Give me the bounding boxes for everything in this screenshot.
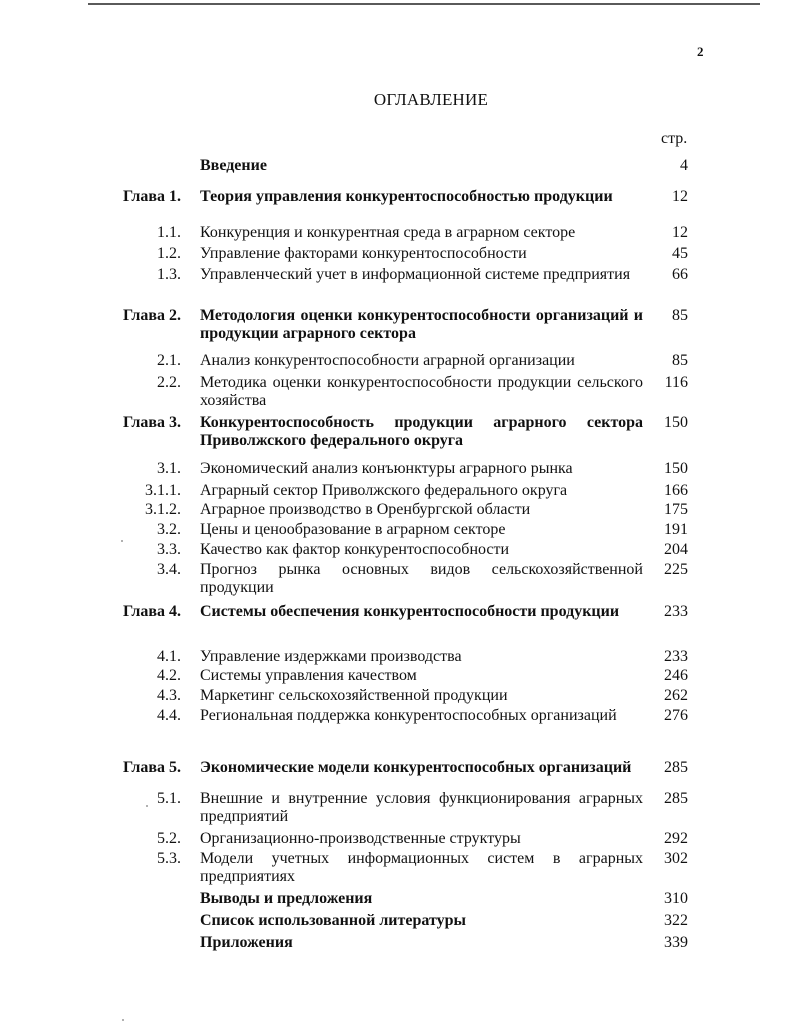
toc-entry-title: Качество как фактор конкурентоспособности — [200, 541, 510, 558]
toc-entry-page: 262 — [664, 687, 688, 704]
toc-entry-page: 85 — [672, 307, 688, 324]
toc-entry-page: 246 — [664, 667, 688, 684]
toc-entry-title: Методика оценки конкурентоспособности продукции сельского хозяйства — [200, 374, 643, 409]
toc-entry-title: Маркетинг сельскохозяйственной продукции — [200, 687, 508, 704]
toc-entry-title: Выводы и предложения — [200, 890, 373, 907]
section-number: 1.1. — [157, 224, 181, 241]
section-number: 3.1.1. — [145, 482, 181, 499]
toc-entry-page: 285 — [664, 759, 688, 776]
toc-entry-page: 233 — [664, 603, 688, 620]
toc-entry-page: 12 — [672, 188, 688, 205]
section-number: 3.2. — [157, 521, 181, 538]
toc-entry-title: Внешние и внутренние условия функционирования аграрных предприятий — [200, 790, 643, 825]
chapter-label: Глава 3. — [123, 414, 181, 431]
toc-entry-title: Список использованной литературы — [200, 912, 466, 929]
toc-entry-title: Приложения — [200, 934, 293, 951]
toc-entry-page: 12 — [672, 224, 688, 241]
toc-entry-page: 4 — [680, 157, 688, 174]
chapter-label: Глава 2. — [123, 307, 181, 324]
toc-entry-title: Управление факторами конкурентоспособности — [200, 245, 527, 262]
toc-entry-page: 166 — [664, 482, 688, 499]
toc-entry-page: 276 — [664, 707, 688, 724]
section-number: 3.1. — [157, 460, 181, 477]
toc-entry-page: 302 — [664, 850, 688, 867]
section-number: 2.1. — [157, 352, 181, 369]
toc-entry-page: 225 — [664, 561, 688, 578]
section-number: 4.3. — [157, 687, 181, 704]
toc-entry-page: 292 — [664, 830, 688, 847]
section-number: 1.3. — [157, 266, 181, 283]
chapter-label: Глава 5. — [123, 759, 181, 776]
section-number: 4.1. — [157, 648, 181, 665]
toc-entry-title: Экономический анализ конъюнктуры аграрного рынка — [200, 460, 573, 477]
toc-entry-title: Аграрный сектор Приволжского федерального округа — [200, 482, 568, 499]
section-number: 2.2. — [157, 374, 181, 391]
toc-entry-title: Аграрное производство в Оренбургской области — [200, 501, 531, 518]
section-number: 5.2. — [157, 830, 181, 847]
toc-entry-page: 310 — [664, 890, 688, 907]
toc-entry-title: Методология оценки конкурентоспособности организаций и продукции аграрного сектора — [200, 307, 643, 342]
toc-entry-title: Управление издержками производства — [200, 648, 462, 665]
toc-entry-title: Цены и ценообразование в аграрном секторе — [200, 521, 506, 538]
toc-entry-page: 66 — [672, 266, 688, 283]
top-rule — [88, 3, 760, 5]
section-number: 4.4. — [157, 707, 181, 724]
section-number: 3.3. — [157, 541, 181, 558]
toc-entry-page: 85 — [672, 352, 688, 369]
toc-entry-page: 322 — [664, 912, 688, 929]
chapter-label: Глава 1. — [123, 188, 181, 205]
toc-entry-title: Анализ конкурентоспособности аграрной организации — [200, 352, 575, 369]
toc-entry-title: Региональная поддержка конкурентоспособных организаций — [200, 707, 617, 724]
toc-entry-title: Экономические модели конкурентоспособных организаций — [200, 759, 632, 776]
section-number: 1.2. — [157, 245, 181, 262]
scan-speck — [122, 1019, 124, 1021]
toc-entry-title: Конкурентоспособность продукции аграрного сектора Приволжского федерального округа — [200, 414, 643, 449]
toc-entry-page: 285 — [664, 790, 688, 807]
toc-entry-page: 116 — [664, 374, 688, 391]
section-number: 5.1. — [157, 790, 181, 807]
toc-entry-title: Системы обеспечения конкурентоспособности продукции — [200, 603, 620, 620]
section-number: 4.2. — [157, 667, 181, 684]
page-column-header: стр. — [661, 130, 688, 147]
toc-entry-title: Прогноз рынка основных видов сельскохозяйственной продукции — [200, 561, 643, 596]
toc-entry-page: 45 — [672, 245, 688, 262]
toc-entry-page: 204 — [664, 541, 688, 558]
section-number: 3.4. — [157, 561, 181, 578]
toc-entry-page: 150 — [664, 460, 688, 477]
scan-speck — [121, 540, 123, 542]
toc-entry-title: Системы управления качеством — [200, 667, 417, 684]
chapter-label: Глава 4. — [123, 603, 181, 620]
toc-entry-page: 339 — [664, 934, 688, 951]
section-number: 5.3. — [157, 850, 181, 867]
page-number: 2 — [697, 44, 704, 59]
toc-entry-page: 150 — [664, 414, 688, 431]
toc-entry-page: 191 — [664, 521, 688, 538]
scan-speck — [146, 805, 148, 807]
toc-entry-title: Управленческий учет в информационной системе предприятия — [200, 266, 631, 283]
toc-entry-title: Организационно-производственные структуры — [200, 830, 521, 847]
toc-entry-title: Конкуренция и конкурентная среда в аграрном секторе — [200, 224, 576, 241]
page-title: ОГЛАВЛЕНИЕ — [373, 90, 489, 109]
toc-entry-page: 233 — [664, 648, 688, 665]
toc-entry-title: Теория управления конкурентоспособностью продукции — [200, 188, 613, 205]
toc-entry-page: 175 — [664, 501, 688, 518]
section-number: 3.1.2. — [145, 501, 181, 518]
toc-entry-title: Модели учетных информационных систем в аграрных предприятиях — [200, 850, 643, 885]
toc-entry-title: Введение — [200, 157, 267, 174]
